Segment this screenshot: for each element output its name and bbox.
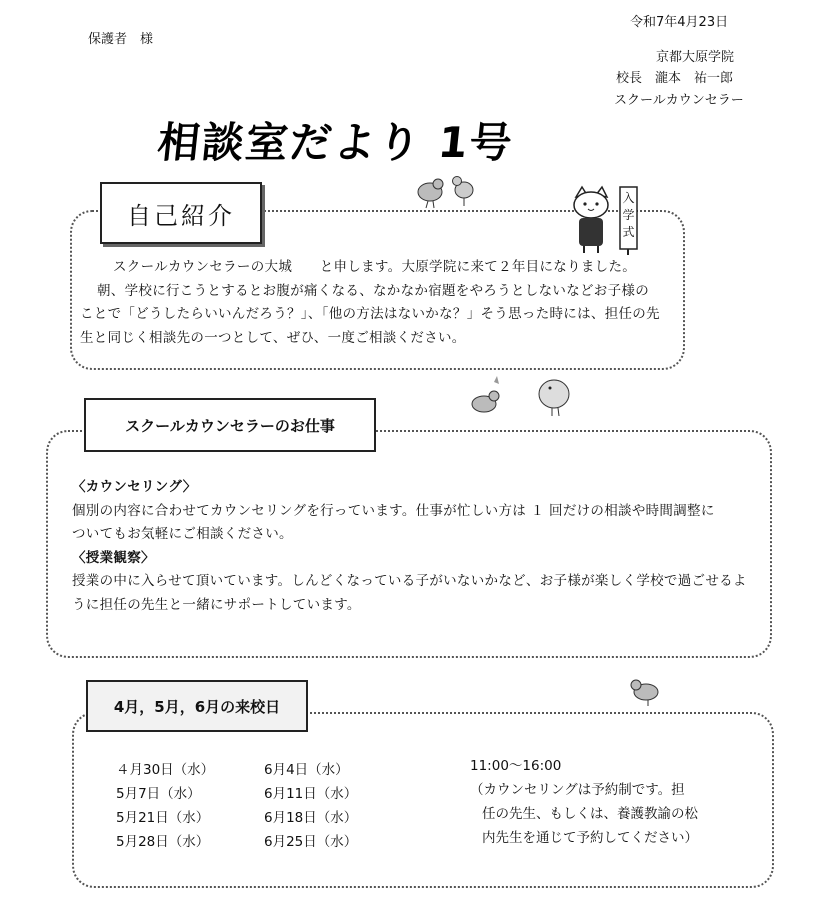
intro-body	[80, 256, 680, 350]
page-title: 相談室だより 1号	[155, 118, 517, 167]
schedule-column-1	[116, 758, 214, 854]
counseling-line: ついてもお気軽にご相談ください。	[72, 526, 293, 542]
principal-name: 校長 瀧本 祐一郎	[616, 71, 734, 86]
observation-line: うに担任の先生と一緒にサポートしています。	[72, 596, 361, 613]
issue-date: 令和7年4月23日	[630, 15, 729, 30]
visit-date: 5月28日（水）	[116, 834, 210, 850]
recipient: 保護者 様	[88, 32, 154, 47]
intro-line: 朝、学校に行こうとするとお腹が痛くなる、なかなか宿題をやろうとしないなどお子様の	[97, 282, 649, 299]
counseling-line: 個別の内容に合わせてカウンセリングを行っています。仕事が忙しい方は １ 回だけの相談や時間調整に	[72, 502, 715, 519]
work-heading: スクールカウンセラーのお仕事	[84, 398, 376, 452]
birds-illustration	[464, 372, 584, 422]
visit-date: 6月18日（水）	[264, 810, 358, 826]
visit-date: 6月11日（水）	[264, 786, 358, 802]
reservation-note-line: 内先生を通じて予約してください）	[482, 830, 698, 846]
reservation-note-line: （カウンセリングは予約制です。担	[470, 782, 685, 798]
intro-line: 生と同じく相談先の一つとして、ぜひ、一度ご相談ください。	[80, 329, 466, 346]
schedule-column-2	[264, 758, 357, 854]
visit-date: 5月7日（水）	[116, 786, 201, 802]
cat-illustration	[568, 185, 648, 255]
counselor-title: スクールカウンセラー	[614, 93, 744, 108]
visit-date: 6月25日（水）	[264, 834, 358, 850]
intro-heading: 自己紹介	[100, 182, 262, 244]
schedule-heading: 4月，5月，6月の来校日	[86, 680, 308, 732]
intro-line: スクールカウンセラーの大城 と申します。大原学院に来て２年目になりました。	[113, 259, 637, 275]
work-body	[72, 476, 772, 617]
visit-date: 5月21日（水）	[116, 810, 210, 826]
entrance-sign-text: 入学式	[622, 191, 635, 239]
visit-hours: 11:00〜16:00	[470, 758, 562, 774]
reservation-note-line: 任の先生、もしくは、養護教諭の松	[482, 806, 698, 822]
counseling-subtitle: 〈カウンセリング〉	[72, 479, 197, 495]
bird-icon	[626, 676, 666, 706]
visit-date: 6月4日（水）	[264, 762, 349, 778]
visit-date: ４月30日（水）	[116, 762, 215, 778]
intro-line: ことで「どうしたらいいんだろう？」、「他の方法はないかな？」そう思った時には、担任の先	[80, 306, 660, 322]
birds-illustration	[412, 168, 482, 213]
observation-line: 授業の中に入らせて頂いています。しんどくなっている子がいないかなど、お子様が楽しく学校で過ごせるよ	[72, 573, 747, 589]
observation-subtitle: 〈授業観察〉	[72, 549, 155, 566]
schedule-note	[470, 754, 730, 850]
school-name: 京都大原学院	[656, 50, 735, 65]
